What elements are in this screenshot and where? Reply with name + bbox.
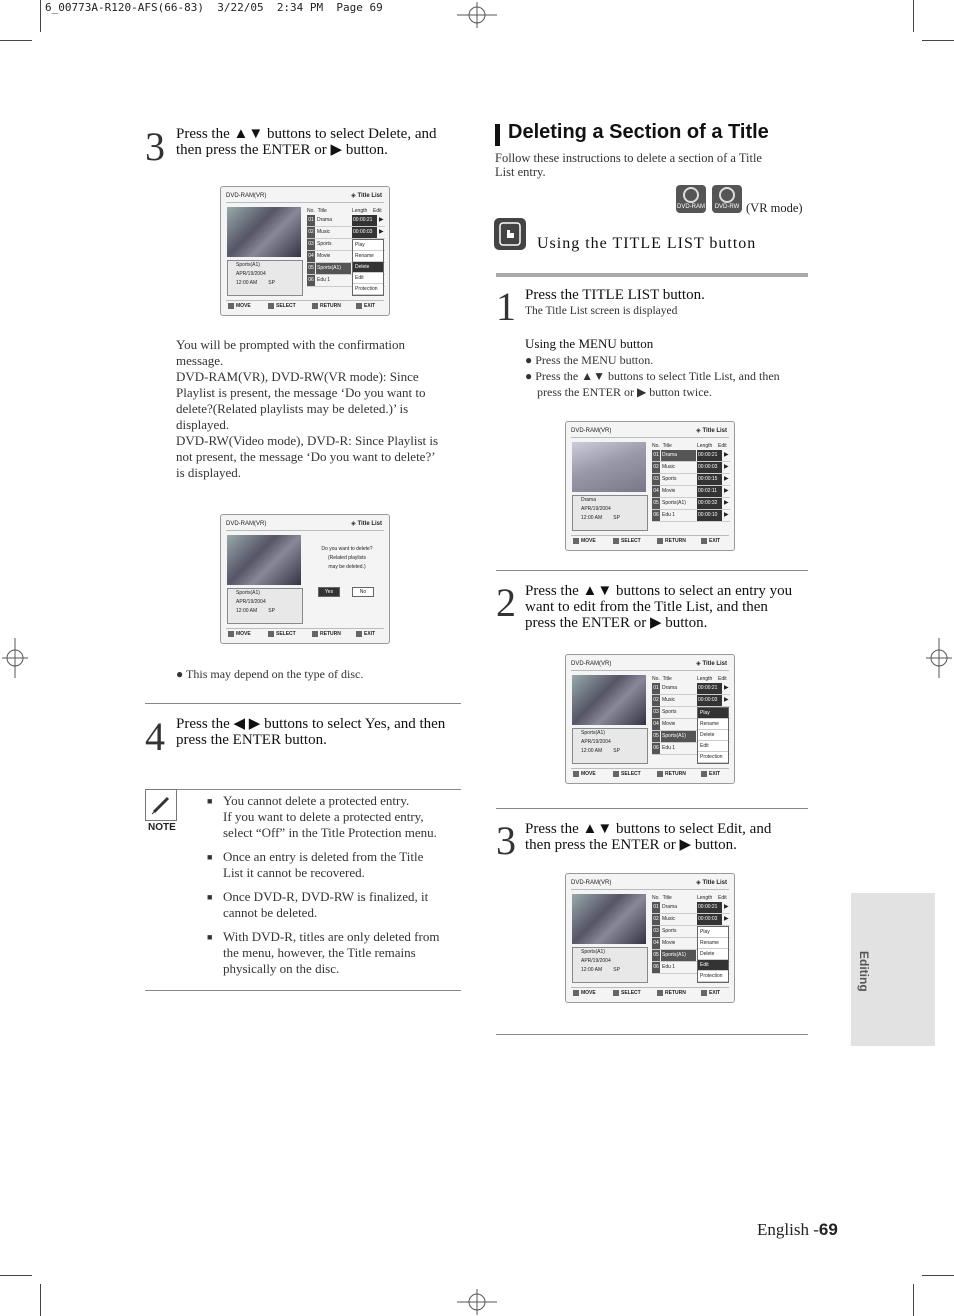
foot-select: SELECT bbox=[613, 536, 641, 547]
row-title: Drama bbox=[317, 217, 333, 223]
thumbnail-image bbox=[572, 675, 646, 725]
yes-button[interactable]: Yes bbox=[318, 587, 340, 597]
row-no: 01 bbox=[307, 215, 315, 226]
select-icon bbox=[268, 303, 274, 309]
screen-title: ◈ Title List bbox=[696, 428, 727, 434]
select-icon bbox=[613, 771, 619, 777]
crop-mark bbox=[0, 1275, 32, 1276]
menu-item-protection[interactable]: Protection bbox=[698, 971, 728, 982]
step-number: 3 bbox=[496, 818, 516, 863]
row-title: Edu 1 bbox=[317, 277, 331, 283]
info-date: APR/19/2004 bbox=[581, 739, 611, 745]
screen-device: DVD-RAM(VR) bbox=[226, 193, 267, 199]
screen-device: DVD-RAM(VR) bbox=[571, 661, 612, 667]
foot-exit: EXIT bbox=[701, 536, 720, 547]
screen-title: ◈ Title List bbox=[351, 521, 382, 527]
screen-title-list-menu bbox=[565, 654, 735, 784]
table-row[interactable]: 04 Movie bbox=[652, 938, 730, 950]
info-date: APR/19/2004 bbox=[581, 506, 611, 512]
section-title: Deleting a Section of a Title bbox=[508, 121, 769, 143]
screen-footer bbox=[571, 768, 729, 780]
disc-note: ● This may depend on the type of disc. bbox=[176, 667, 364, 681]
foot-move: MOVE bbox=[573, 988, 596, 999]
col-edit: Edit bbox=[718, 676, 727, 682]
col-length: Length bbox=[697, 443, 713, 449]
step-3-instruction bbox=[176, 126, 436, 158]
foot-select: SELECT bbox=[268, 301, 296, 312]
foot-exit: EXIT bbox=[356, 629, 375, 640]
info-box bbox=[227, 260, 303, 296]
foot-exit: EXIT bbox=[701, 988, 720, 999]
play-arrow-icon: ▶ bbox=[724, 488, 729, 494]
step-number: 2 bbox=[496, 580, 516, 625]
note-pencil-icon bbox=[145, 789, 177, 821]
paragraph-line: delete?(Related playlists may be deleted.)’ is bbox=[176, 401, 409, 416]
paragraph-line: DVD-RW(Video mode), DVD-R: Since Playlist is bbox=[176, 433, 439, 448]
print-page: Page 69 bbox=[336, 1, 383, 14]
screen-device: DVD-RAM(VR) bbox=[571, 880, 612, 886]
intro: Follow these instructions to delete a section of a Title List entry. bbox=[495, 151, 762, 179]
play-arrow-icon: ▶ bbox=[724, 904, 729, 910]
menu-bullet: ● Press the ▲▼ buttons to select Title List, and then bbox=[525, 369, 780, 383]
info-sp: SP bbox=[613, 967, 620, 973]
exit-icon bbox=[701, 538, 707, 544]
foot-return: RETURN bbox=[657, 536, 686, 547]
confirmation-paragraph bbox=[176, 337, 438, 481]
col-no: No. bbox=[652, 895, 660, 901]
screen-title: ◈ Title List bbox=[351, 193, 382, 199]
paragraph-line: message. bbox=[176, 353, 224, 368]
divider bbox=[145, 789, 461, 790]
side-tab-label: Editing bbox=[857, 951, 871, 992]
thumbnail-image bbox=[227, 535, 301, 585]
divider bbox=[496, 1034, 808, 1035]
info-time-line bbox=[573, 966, 647, 975]
row-no: 03 bbox=[307, 239, 315, 250]
play-arrow-icon: ▶ bbox=[724, 512, 729, 518]
col-title: Title bbox=[317, 208, 327, 214]
info-box bbox=[572, 495, 648, 531]
screen-device: DVD-RAM(VR) bbox=[571, 428, 612, 434]
note-item: ■ Once an entry is deleted from the Title List it cannot be recovered. bbox=[207, 849, 424, 880]
col-length: Length bbox=[697, 676, 713, 682]
info-title: Sports(A1) bbox=[581, 730, 605, 736]
select-icon bbox=[268, 631, 274, 637]
info-time: 12:00 AM bbox=[236, 608, 258, 614]
note-label: NOTE bbox=[148, 822, 176, 833]
col-length: Length bbox=[697, 895, 713, 901]
info-time-line bbox=[573, 514, 647, 523]
step-number: 1 bbox=[496, 284, 516, 329]
info-time: 12:00 AM bbox=[581, 748, 603, 754]
page-footer bbox=[757, 1220, 838, 1240]
play-arrow-icon: ▶ bbox=[724, 697, 729, 703]
dialog-line: may be deleted.) bbox=[328, 564, 366, 570]
return-icon bbox=[657, 771, 663, 777]
step-line: then press the ENTER or ▶ button. bbox=[176, 142, 388, 158]
exit-icon bbox=[356, 631, 362, 637]
step-4-instruction bbox=[176, 716, 445, 748]
page-number: 69 bbox=[818, 1220, 838, 1239]
info-date: APR/19/2004 bbox=[581, 958, 611, 964]
menu-item-protection[interactable]: Protection bbox=[698, 752, 728, 763]
footer-lang: English - bbox=[757, 1220, 819, 1239]
step-2-instruction: Press the ▲▼ buttons to select an entry you want to edit from the Title List, and then press the ENTER or ▶ button. bbox=[525, 583, 793, 631]
play-arrow-icon: ▶ bbox=[724, 685, 729, 691]
table-row[interactable]: 04 Movie bbox=[652, 719, 730, 731]
row-length: 00:00:03 bbox=[352, 227, 377, 238]
table-row[interactable] bbox=[307, 215, 385, 227]
menu-item-play[interactable]: Play bbox=[353, 240, 383, 251]
select-icon bbox=[613, 538, 619, 544]
screen-footer bbox=[226, 628, 384, 640]
thumbnail-image bbox=[572, 442, 646, 492]
side-tab bbox=[851, 893, 935, 1046]
col-edit: Edit bbox=[373, 208, 382, 214]
info-title: Drama bbox=[581, 497, 597, 503]
print-slug: 6_00773A-R120-AFS(66-83) bbox=[45, 1, 204, 14]
paragraph-line: DVD-RAM(VR), DVD-RW(VR mode): Since bbox=[176, 369, 419, 384]
row-length: 00:00:21 bbox=[352, 215, 377, 226]
row-title: Music bbox=[317, 229, 331, 235]
info-title: Sports(A1) bbox=[581, 949, 605, 955]
registration-mark-icon bbox=[2, 638, 28, 678]
menu-item-rename[interactable]: Rename bbox=[698, 719, 728, 730]
table-row[interactable]: 02 Music 00:00:03 ▶ bbox=[652, 914, 730, 926]
paragraph-line: Playlist is present, the message ‘Do you want to bbox=[176, 385, 426, 400]
info-sp: SP bbox=[268, 280, 275, 286]
table-row[interactable]: 02 Music 00:00:03 ▶ bbox=[652, 462, 730, 474]
title-bar-marker bbox=[495, 124, 500, 146]
row-no: 06 bbox=[307, 275, 315, 286]
foot-move: MOVE bbox=[228, 629, 251, 640]
info-time: 12:00 AM bbox=[581, 967, 603, 973]
crop-mark bbox=[0, 40, 32, 41]
menu-item-delete[interactable]: Delete bbox=[698, 949, 728, 960]
move-icon bbox=[573, 771, 579, 777]
table-row[interactable]: 03 Sports 00:00:15 ▶ bbox=[652, 474, 730, 486]
col-length: Length bbox=[352, 208, 368, 214]
step-line: Press the ◀ ▶ buttons to select Yes, and then bbox=[176, 716, 446, 732]
menu-item-play[interactable]: Play bbox=[698, 927, 728, 938]
play-arrow-icon: ▶ bbox=[724, 476, 729, 482]
play-arrow-icon: ▶ bbox=[724, 500, 729, 506]
foot-move: MOVE bbox=[573, 536, 596, 547]
info-time-line bbox=[228, 279, 302, 288]
screen-title: ◈ Title List bbox=[696, 880, 727, 886]
crop-mark bbox=[913, 0, 914, 32]
paragraph-line: not present, the message ‘Do you want to delete?’ bbox=[176, 449, 436, 464]
info-title: Sports(A1) bbox=[236, 262, 260, 268]
screen-footer bbox=[226, 300, 384, 312]
move-icon bbox=[228, 631, 234, 637]
foot-select: SELECT bbox=[268, 629, 296, 640]
vr-mode-label: (VR mode) bbox=[746, 201, 803, 215]
col-no: No. bbox=[307, 208, 315, 214]
step-1-instruction: Press the TITLE LIST button. bbox=[525, 287, 705, 303]
foot-return: RETURN bbox=[657, 988, 686, 999]
crop-mark bbox=[922, 1275, 954, 1276]
dialog-line: (Related playlists bbox=[327, 555, 367, 561]
menu-item-edit[interactable]: Edit bbox=[698, 741, 728, 752]
menu-item-rename[interactable]: Rename bbox=[698, 938, 728, 949]
info-box bbox=[572, 947, 648, 983]
col-no: No. bbox=[652, 443, 660, 449]
select-icon bbox=[613, 990, 619, 996]
play-arrow-icon: ▶ bbox=[724, 464, 729, 470]
foot-return: RETURN bbox=[312, 301, 341, 312]
col-title: Title bbox=[662, 443, 672, 449]
return-icon bbox=[312, 631, 318, 637]
divider bbox=[145, 990, 461, 991]
subhead-rule bbox=[496, 273, 808, 277]
crop-mark bbox=[922, 40, 954, 41]
table-row[interactable]: 01 Drama 00:00:21 ▶ bbox=[652, 450, 730, 462]
col-title: Title bbox=[662, 895, 672, 901]
foot-move: MOVE bbox=[573, 769, 596, 780]
table-row[interactable]: 01 Drama 00:00:21 ▶ bbox=[652, 683, 730, 695]
info-date: APR/19/2004 bbox=[236, 271, 266, 277]
table-row[interactable] bbox=[307, 227, 385, 239]
info-box bbox=[572, 728, 648, 764]
foot-select: SELECT bbox=[613, 988, 641, 999]
info-time: 12:00 AM bbox=[581, 515, 603, 521]
menu-bullet-cont: press the ENTER or ▶ button twice. bbox=[537, 385, 712, 399]
table-row[interactable]: 03 Sports bbox=[652, 707, 730, 719]
dialog-line: Do you want to delete? bbox=[321, 546, 373, 552]
crop-mark bbox=[40, 1284, 41, 1316]
table-row[interactable]: 05 Sports(A1) bbox=[652, 731, 730, 743]
table-row[interactable]: 05 Sports(A1) bbox=[652, 950, 730, 962]
table-row[interactable]: 05 Sports(A1) 00:00:32 ▶ bbox=[652, 498, 730, 510]
no-button[interactable]: No bbox=[352, 587, 374, 597]
info-time: 12:00 AM bbox=[236, 280, 258, 286]
exit-icon bbox=[356, 303, 362, 309]
menu-heading: Using the MENU button bbox=[525, 336, 654, 351]
play-arrow-icon: ▶ bbox=[724, 916, 729, 922]
step-number: 3 bbox=[145, 124, 165, 169]
menu-bullet: ● Press the MENU button. bbox=[525, 353, 654, 367]
menu-item-edit[interactable]: Edit bbox=[353, 273, 383, 284]
edit-menu bbox=[697, 926, 729, 983]
return-icon bbox=[657, 538, 663, 544]
table-row[interactable]: 03 Sports bbox=[652, 926, 730, 938]
screen-footer bbox=[571, 535, 729, 547]
crop-mark bbox=[40, 0, 41, 32]
registration-mark-icon bbox=[457, 2, 497, 28]
edit-menu bbox=[352, 239, 384, 296]
foot-move: MOVE bbox=[228, 301, 251, 312]
registration-mark-icon bbox=[926, 638, 952, 678]
info-time-line bbox=[573, 747, 647, 756]
confirm-dialog bbox=[309, 545, 385, 572]
step-number: 4 bbox=[145, 714, 165, 759]
note-item: ■ You cannot delete a protected entry. If you want to delete a protected entry, select “Off” in the Title Protection menu. bbox=[207, 793, 437, 840]
foot-return: RETURN bbox=[312, 629, 341, 640]
print-time: 2:34 PM bbox=[276, 1, 324, 14]
return-icon bbox=[657, 990, 663, 996]
screen-title: ◈ Title List bbox=[696, 661, 727, 667]
divider bbox=[496, 570, 808, 571]
move-icon bbox=[573, 538, 579, 544]
print-header bbox=[45, 1, 383, 14]
exit-icon bbox=[701, 990, 707, 996]
foot-select: SELECT bbox=[613, 769, 641, 780]
edit-menu bbox=[697, 707, 729, 764]
dvd-rw-disc-icon: DVD-RW bbox=[712, 185, 742, 213]
foot-exit: EXIT bbox=[356, 301, 375, 312]
menu-item-delete[interactable]: Delete bbox=[698, 730, 728, 741]
info-sp: SP bbox=[613, 515, 620, 521]
table-row[interactable]: 01 Drama 00:00:21 ▶ bbox=[652, 902, 730, 914]
col-no: No. bbox=[652, 676, 660, 682]
step-3-right-instruction: Press the ▲▼ buttons to select Edit, and then press the ENTER or ▶ button. bbox=[525, 821, 772, 853]
col-edit: Edit bbox=[718, 895, 727, 901]
note-item: ■ Once DVD-R, DVD-RW is finalized, it cannot be deleted. bbox=[207, 889, 429, 920]
row-title: Sports(A1) bbox=[316, 263, 351, 274]
note-item: ■ With DVD-R, titles are only deleted from the menu, however, the Title remains physically on the disc. bbox=[207, 929, 440, 976]
thumbnail-image bbox=[227, 207, 301, 257]
screen-delete-confirm bbox=[220, 514, 390, 644]
step-line: press the ENTER button. bbox=[176, 732, 327, 748]
play-arrow-icon: ▶ bbox=[379, 217, 384, 223]
col-edit: Edit bbox=[718, 443, 727, 449]
notes-list bbox=[207, 793, 439, 977]
info-time-line bbox=[228, 607, 302, 616]
info-sp: SP bbox=[268, 608, 275, 614]
menu-item-delete[interactable]: Delete bbox=[353, 262, 383, 273]
title-list bbox=[652, 442, 730, 522]
foot-exit: EXIT bbox=[701, 769, 720, 780]
row-title: Sports bbox=[317, 241, 332, 247]
divider bbox=[496, 808, 808, 809]
screen-device: DVD-RAM(VR) bbox=[226, 521, 267, 527]
subsection-heading: Using the TITLE LIST button bbox=[537, 235, 757, 252]
exit-icon bbox=[701, 771, 707, 777]
move-icon bbox=[228, 303, 234, 309]
play-arrow-icon: ▶ bbox=[724, 452, 729, 458]
screen-title-list-delete bbox=[220, 186, 390, 316]
play-arrow-icon: ▶ bbox=[379, 229, 384, 235]
col-title: Title bbox=[662, 676, 672, 682]
registration-mark-icon bbox=[457, 1289, 497, 1315]
table-row[interactable]: 06 Edu 1 bbox=[652, 962, 730, 974]
table-row[interactable]: 02 Music 00:00:03 ▶ bbox=[652, 695, 730, 707]
screen-footer bbox=[571, 987, 729, 999]
table-row[interactable]: 06 Edu 1 00:00:10 ▶ bbox=[652, 510, 730, 522]
menu-item-protection[interactable]: Protection bbox=[353, 284, 383, 295]
info-title: Sports(A1) bbox=[236, 590, 260, 596]
step-line: Press the ▲▼ buttons to select Delete, and bbox=[176, 126, 437, 142]
divider bbox=[145, 703, 461, 704]
paragraph-line: displayed. bbox=[176, 417, 230, 432]
menu-item-rename[interactable]: Rename bbox=[353, 251, 383, 262]
paragraph-line: You will be prompted with the confirmation bbox=[176, 337, 406, 352]
screen-title-list bbox=[565, 421, 735, 551]
disc-note-text: This may depend on the type of disc. bbox=[186, 667, 364, 681]
row-no: 02 bbox=[307, 227, 315, 238]
crop-mark bbox=[913, 1284, 914, 1316]
print-date: 3/22/05 bbox=[217, 1, 264, 14]
foot-return: RETURN bbox=[657, 769, 686, 780]
row-title: Movie bbox=[317, 253, 331, 259]
return-icon bbox=[312, 303, 318, 309]
step-1-subtext: The Title List screen is displayed bbox=[525, 305, 678, 317]
hand-pointer-icon bbox=[494, 218, 526, 250]
menu-item-edit[interactable]: Edit bbox=[698, 960, 728, 971]
screen-title-list-edit bbox=[565, 873, 735, 1003]
row-no: 04 bbox=[307, 251, 315, 262]
dvd-ram-disc-icon: DVD-RAM bbox=[676, 185, 706, 213]
info-box bbox=[227, 588, 303, 624]
menu-item-play[interactable]: Play bbox=[698, 708, 728, 719]
table-row[interactable]: 06 Edu 1 bbox=[652, 743, 730, 755]
paragraph-line: is displayed. bbox=[176, 465, 241, 480]
move-icon bbox=[573, 990, 579, 996]
info-date: APR/19/2004 bbox=[236, 599, 266, 605]
info-sp: SP bbox=[613, 748, 620, 754]
row-no: 05 bbox=[307, 263, 315, 274]
table-row[interactable]: 04 Movie 00:02:11 ▶ bbox=[652, 486, 730, 498]
thumbnail-image bbox=[572, 894, 646, 944]
